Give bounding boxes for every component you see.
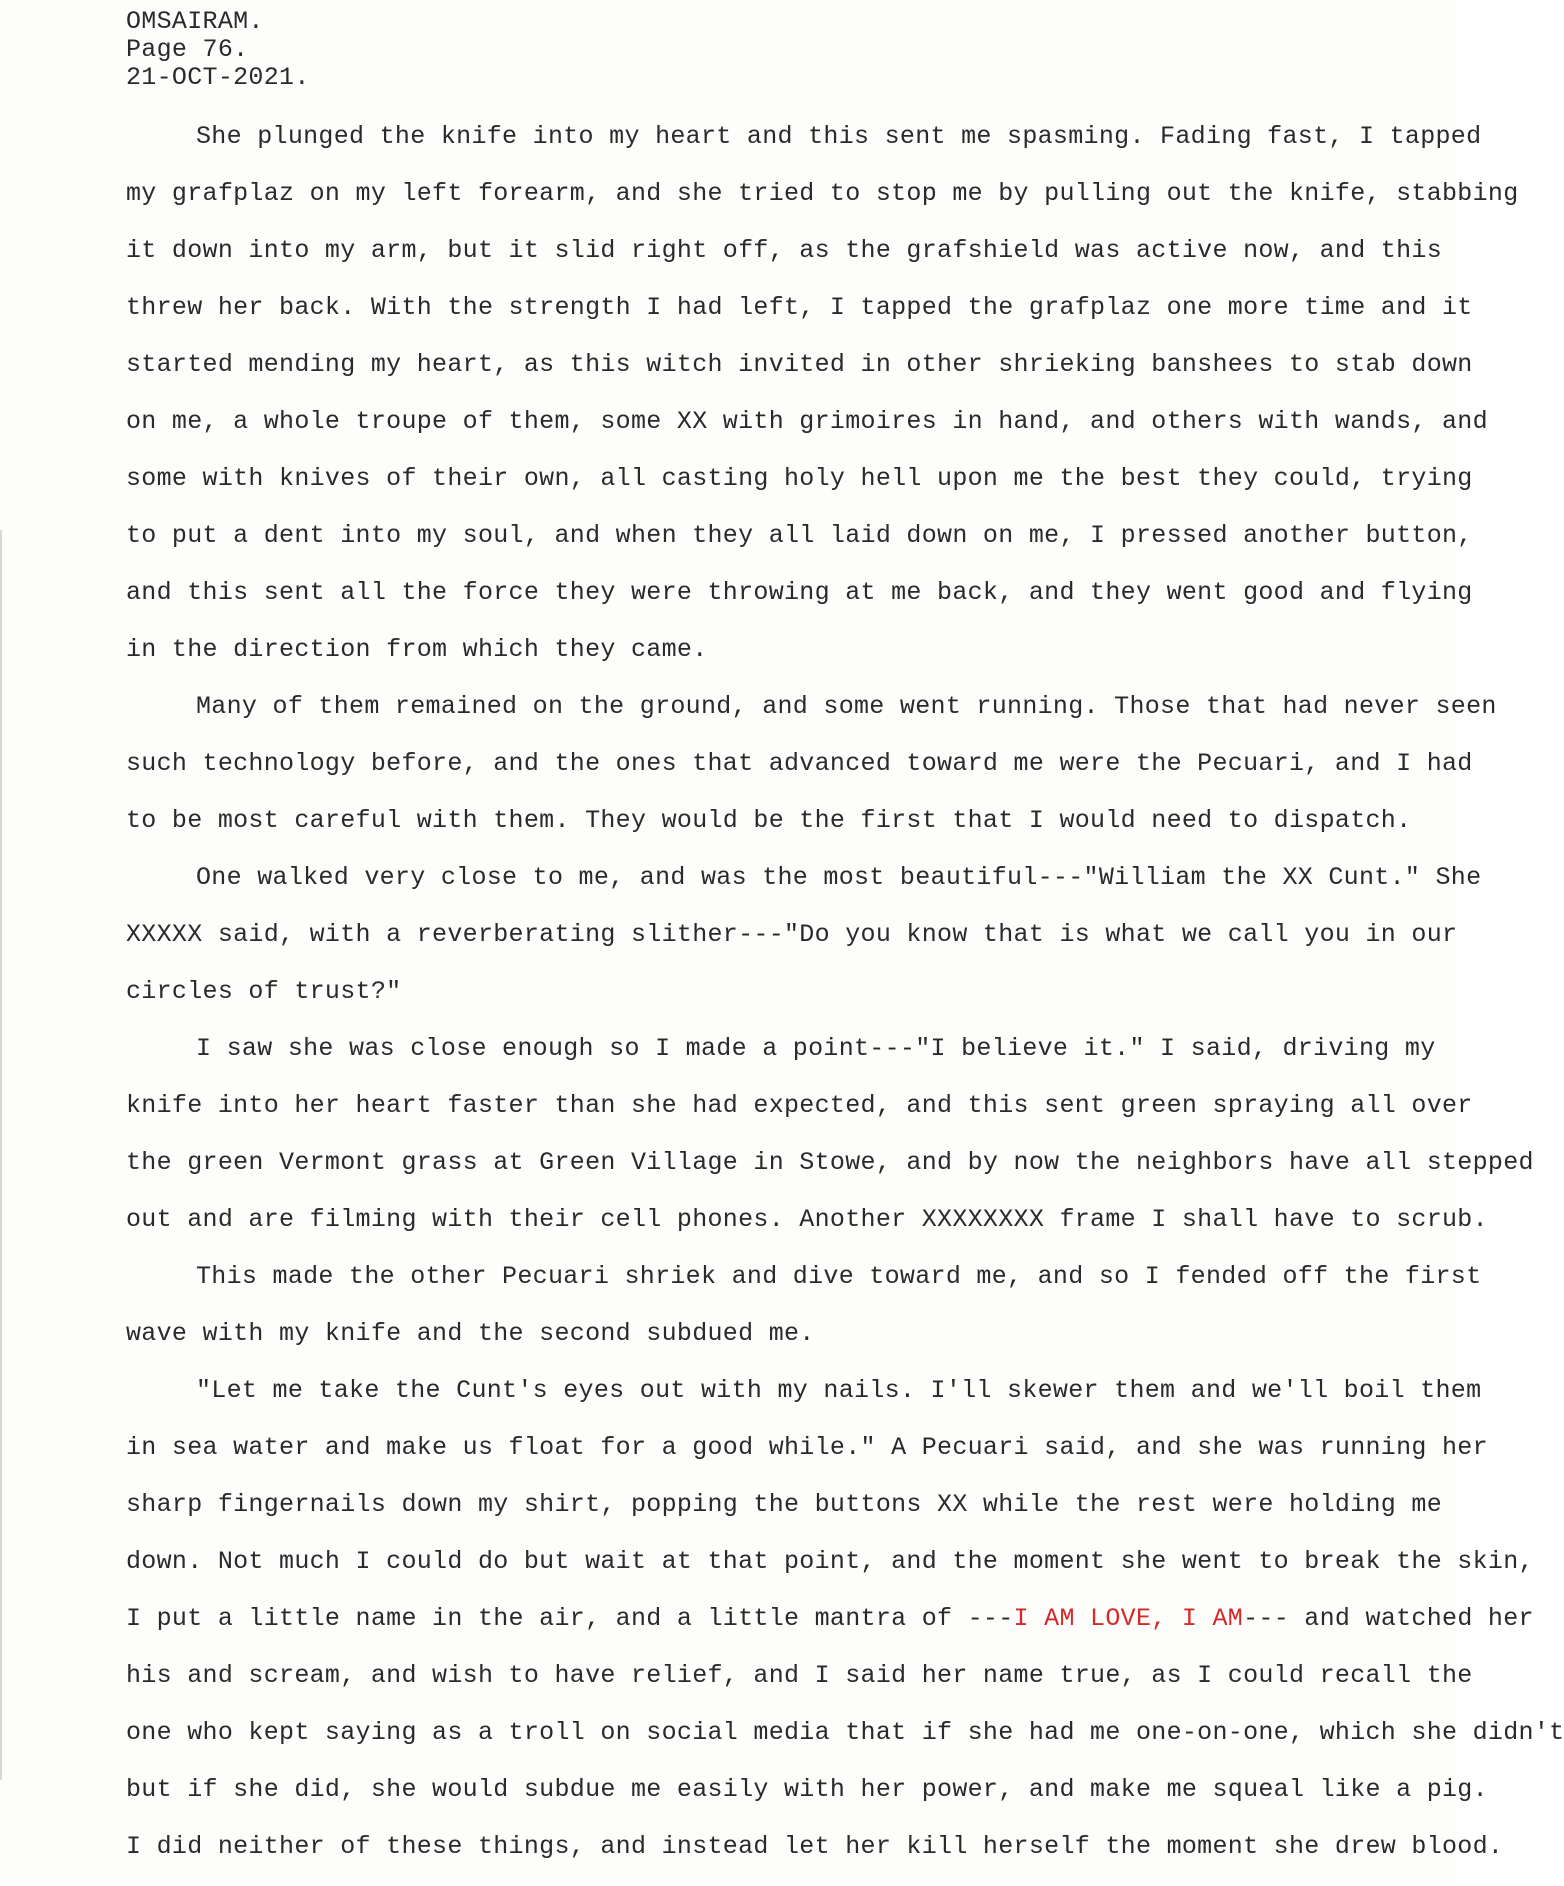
text-line: in sea water and make us float for a good while." A Pecuari said, and she was running her [126,1433,1488,1462]
text-line: started mending my heart, as this witch invited in other shrieking banshees to stab down [126,350,1473,379]
text-line: This made the other Pecuari shriek and dive toward me, and so I fended off the first [196,1262,1482,1291]
header-omsairam: OMSAIRAM. [126,7,264,36]
text-line: I saw she was close enough so I made a point---"I believe it." I said, driving my [196,1034,1436,1063]
text-line: my grafplaz on my left forearm, and she tried to stop me by pulling out the knife, stabbing [126,179,1519,208]
text-line: Many of them remained on the ground, and some went running. Those that had never seen [196,692,1497,721]
text-line: some with knives of their own, all casting holy hell upon me the best they could, trying [126,464,1473,493]
body-text [126,119,1564,1886]
text-line: circles of trust?" [126,977,402,1006]
text-line: such technology before, and the ones that advanced toward me were the Pecuari, and I had [126,749,1473,778]
text-line: it down into my arm, but it slid right off, as the grafshield was active now, and this [126,236,1443,265]
text-line: one who kept saying as a troll on social media that if she had me one-on-one, which she didn't [126,1718,1564,1747]
mantra-lead-text: I put a little name in the air, and a little mantra of --- [126,1604,1014,1633]
text-line: I did neither of these things, and instead let her kill herself the moment she drew blood. [126,1832,1504,1861]
text-line: down. Not much I could do but wait at that point, and the moment she went to break the skin, [126,1547,1534,1576]
text-line: to be most careful with them. They would be the first that I would need to dispatch. [126,806,1412,835]
text-line: his and scream, and wish to have relief, and I said her name true, as I could recall the [126,1661,1473,1690]
page-edge-shadow [0,530,2,1780]
text-line: on me, a whole troupe of them, some XX with grimoires in hand, and others with wands, and [126,407,1488,436]
text-line: One walked very close to me, and was the most beautiful---"William the XX Cunt." She [196,863,1482,892]
header-date: 21-OCT-2021. [126,63,310,92]
text-line: wave with my knife and the second subdued me. [126,1319,815,1348]
text-line: the green Vermont grass at Green Village in Stowe, and by now the neighbors have all stepped [126,1148,1534,1177]
text-line: and this sent all the force they were throwing at me back, and they went good and flying [126,578,1473,607]
text-line: knife into her heart faster than she had expected, and this sent green spraying all over [126,1091,1473,1120]
mantra-trail-text: --- and watched her [1243,1604,1534,1633]
text-line: in the direction from which they came. [126,635,708,664]
header-page-number: Page 76. [126,35,249,64]
page-header [126,8,310,92]
text-line: She plunged the knife into my heart and this sent me spasming. Fading fast, I tapped [196,122,1482,151]
text-line: but if she did, she would subdue me easily with her power, and make me squeal like a pig. [126,1775,1488,1804]
text-line: threw her back. With the strength I had left, I tapped the grafplaz one more time and it [126,293,1473,322]
text-line-mantra [126,1601,1534,1658]
text-line: to put a dent into my soul, and when they all laid down on me, I pressed another button, [126,521,1473,550]
text-line: sharp fingernails down my shirt, popping the buttons XX while the rest were holding me [126,1490,1443,1519]
text-line: XXXXX said, with a reverberating slither---"Do you know that is what we call you in our [126,920,1458,949]
text-line: out and are filming with their cell phones. Another XXXXXXXX frame I shall have to scrub. [126,1205,1488,1234]
text-line: "Let me take the Cunt's eyes out with my nails. I'll skewer them and we'll boil them [196,1376,1482,1405]
red-mantra-text: I AM LOVE, I AM [1013,1604,1244,1633]
